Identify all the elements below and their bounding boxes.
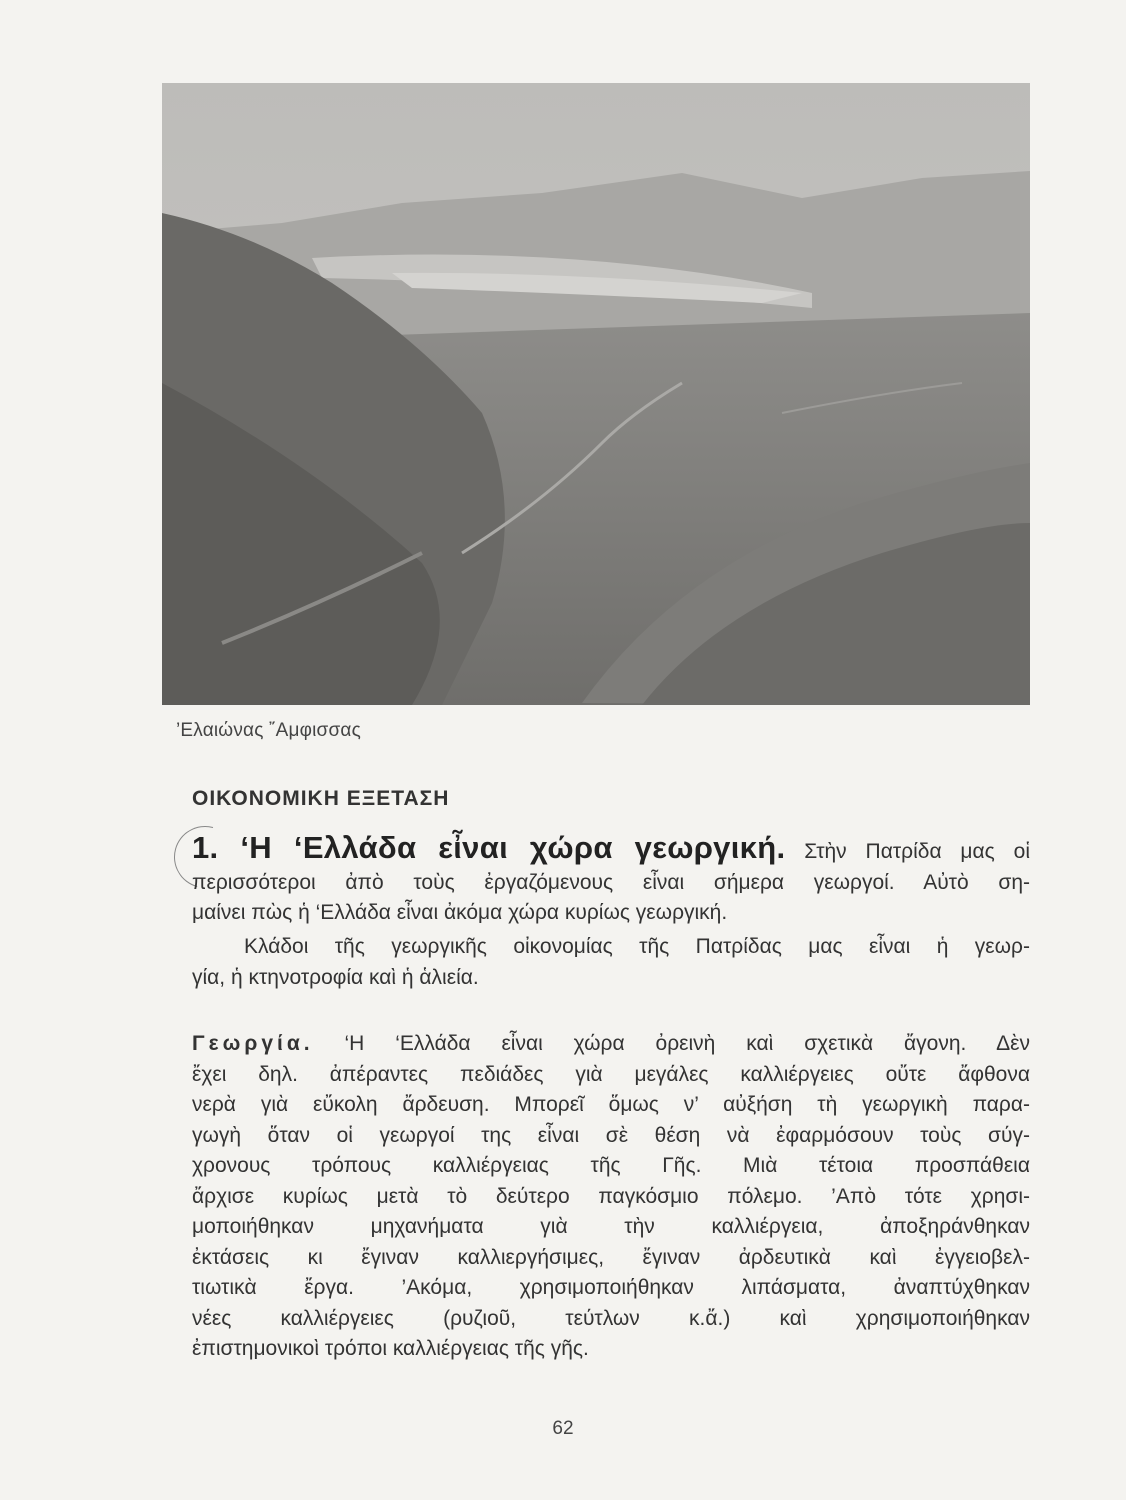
page-number: 62 [552, 1418, 574, 1439]
paragraph1-line3: μαίνει πὼς ἡ ‘Ελλάδα εἶναι ἀκόμα χώρα κυρίως γεωργική. [192, 901, 728, 924]
paragraph2-line1: Κλάδοι τῆς γεωργικῆς οἰκονομίας τῆς Πατρίδας μας εἶναι ἡ γεωρ- [244, 935, 1030, 958]
paragraph2-line2: γία, ἡ κτηνοτροφία καὶ ἡ ἁλιεία. [192, 965, 479, 989]
paragraph-greece-agricultural [192, 830, 1030, 929]
paragraph1-line2: περισσότεροι ἀπὸ τοὺς ἐργαζόμενους εἶναι σήμερα γεωργοί. Αὐτὸ ση- [192, 870, 1030, 894]
paragraph3-line: ἄρχισε κυρίως μετὰ τὸ δεύτερο παγκόσμιο πόλεμο. ’Απὸ τότε χρησι- [192, 1184, 1030, 1208]
paragraph3-line: γωγὴ ὅταν οἱ γεωργοί της εἶναι σὲ θέση νὰ ἐφαρμόσουν τοὺς σύγ- [192, 1123, 1030, 1147]
paragraph3-line1 [192, 1029, 1030, 1060]
paragraph3-line: νέες καλλιέργειες (ρυζιοῦ, τεύτλων κ.ἄ.) καὶ χρησιμοποιήθηκαν [192, 1306, 1030, 1330]
landscape-photo [162, 83, 1030, 705]
paragraph3-line: νερὰ γιὰ εὔκολη ἄρδευση. Μπορεῖ ὅμως ν’ αὐξήση τὴ γεωργικὴ παρα- [192, 1093, 1030, 1116]
section-heading: ΟΙΚΟΝΟΜΙΚΗ ΕΞΕΤΑΣΗ [192, 787, 450, 810]
paragraph-branches [192, 932, 1030, 993]
landscape-photo-image [162, 83, 1030, 705]
paragraph3-line: ἐκτάσεις κι ἔγιναν καλλιεργήσιμες, ἔγιναν ἀρδευτικὰ καὶ ἐγγειοβελ- [192, 1245, 1030, 1269]
paragraph3-runin-heading: Γεωργία. [192, 1032, 314, 1055]
paragraph3-line: τιωτικὰ ἔργα. ’Ακόμα, χρησιμοποιήθηκαν λιπάσματα, ἀναπτύχθηκαν [192, 1276, 1030, 1299]
paragraph3-line: μοποιήθηκαν μηχανήματα γιὰ τὴν καλλιέργεια, ἀποξηράνθηκαν [192, 1215, 1030, 1238]
paragraph1-line1 [192, 830, 1030, 868]
paragraph3-line: ἔχει δηλ. ἀπέραντες πεδιάδες γιὰ μεγάλες καλλιέργειες οὔτε ἄφθονα [192, 1062, 1030, 1086]
paragraph-agriculture [192, 1029, 1030, 1365]
paragraph1-heading: 1. ‘Η ‘Ελλάδα εἶναι χώρα γεωργική. [192, 830, 786, 865]
photo-caption: ’Ελαιώνας ῎Αμφισσας [176, 720, 361, 741]
paragraph3-line1-rest: ‘Η ‘Ελλάδα εἶναι χώρα ὀρεινὴ καὶ σχετικὰ ἄγονη. Δὲν [344, 1032, 1030, 1055]
paragraph1-line1-rest: Στὴν Πατρίδα μας οἱ [804, 840, 1030, 863]
paragraph3-line: ἐπιστημονικοὶ τρόποι καλλιέργειας τῆς γῆς. [192, 1337, 589, 1360]
paragraph3-line: χρονους τρόπους καλλιέργειας τῆς Γῆς. Μιὰ τέτοια προσπάθεια [192, 1154, 1030, 1177]
